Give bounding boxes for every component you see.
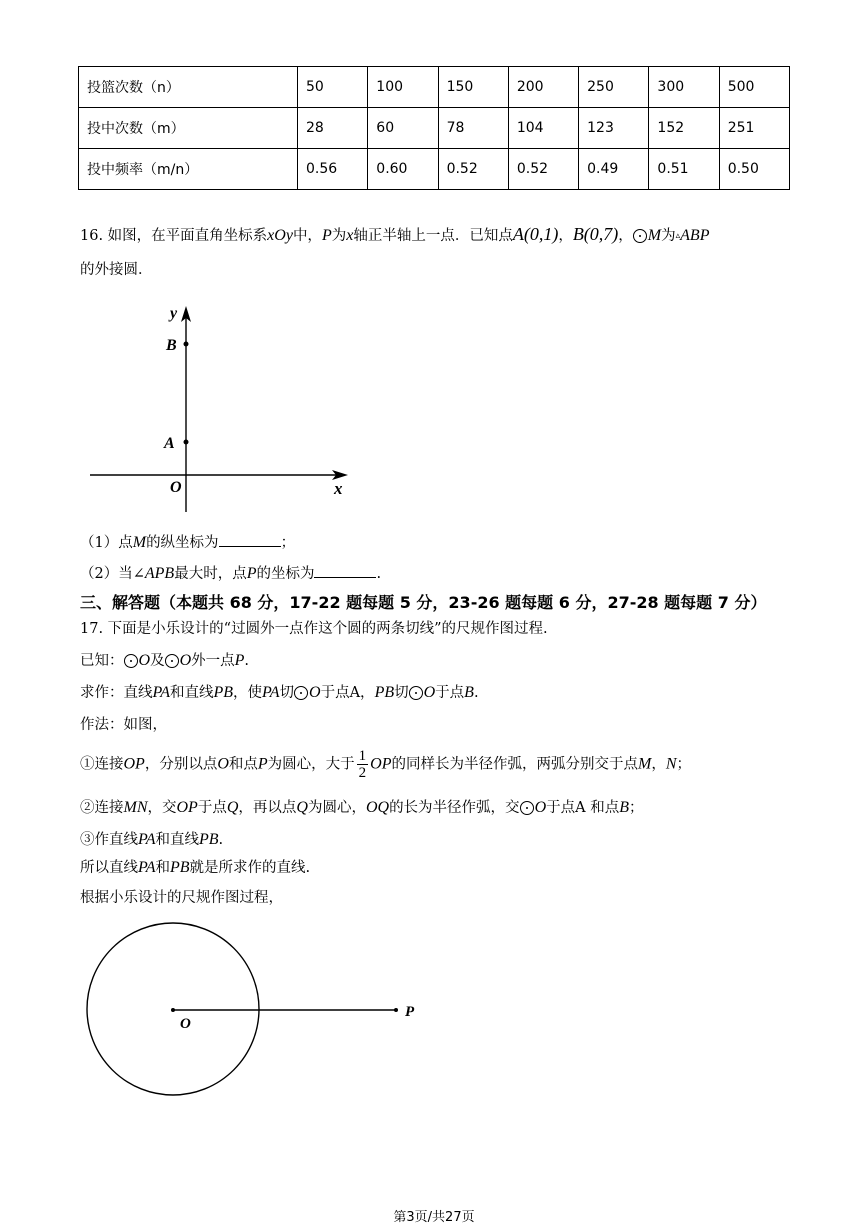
- point-o: [171, 1008, 175, 1012]
- triangle-symbol-icon: ▵: [675, 231, 681, 241]
- table-cell: 0.51: [649, 149, 719, 190]
- table-cell: 150: [438, 67, 508, 108]
- label-origin: O: [170, 479, 182, 496]
- table-cell: 0.60: [368, 149, 438, 190]
- q17-conclusion: 所以直线PA和PB就是所求作的直线.: [80, 859, 311, 876]
- table-cell: 250: [579, 67, 649, 108]
- q17-basis: 根据小乐设计的尺规作图过程，: [80, 890, 283, 906]
- point-b: [184, 342, 189, 347]
- table-cell: 28: [298, 108, 368, 149]
- circle-symbol-icon: [409, 686, 423, 700]
- fraction-one-half: $\frac{1}{2}$: [358, 748, 367, 781]
- q17-circle-figure: [80, 916, 440, 1106]
- q16-stem-line1: 16. 如图，在平面直角坐标系xOy中，P为x轴正半轴上一点．已知点A(0,1)，B(0,7)， M为▵ABP: [80, 224, 710, 244]
- table-cell: 152: [649, 108, 719, 149]
- q17-known: 已知： O及 O外一点P.: [80, 652, 250, 669]
- table-cell: 200: [508, 67, 578, 108]
- row-header: 投篮次数（n）: [79, 67, 298, 108]
- table-cell: 0.52: [438, 149, 508, 190]
- table-row: [79, 149, 790, 190]
- circle-symbol-icon: [124, 654, 138, 668]
- table-cell: 500: [719, 67, 789, 108]
- circle-symbol-icon: [165, 654, 179, 668]
- circle-symbol-icon: [520, 801, 534, 815]
- q16-sub1: （1）点M的纵坐标为 ；: [80, 534, 296, 551]
- table-cell: 104: [508, 108, 578, 149]
- circle-symbol-icon: [294, 686, 308, 700]
- row-header: 投中频率（m/n）: [79, 149, 298, 190]
- label-a: A: [164, 435, 175, 452]
- y-axis-label: y: [170, 305, 178, 322]
- x-axis-label: x: [334, 479, 343, 498]
- table-cell: 100: [368, 67, 438, 108]
- circle-symbol-icon: [633, 229, 647, 243]
- answer-blank-1[interactable]: [219, 532, 281, 547]
- table-cell: 300: [649, 67, 719, 108]
- point-p: [394, 1008, 398, 1012]
- q17-intro: 17. 下面是小乐设计的“过圆外一点作这个圆的两条切线”的尺规作图过程.: [80, 621, 548, 637]
- table-cell: 78: [438, 108, 508, 149]
- table-cell: 0.52: [508, 149, 578, 190]
- label-p: P: [405, 1004, 415, 1020]
- q17-required: 求作：直线PA和直线PB，使PA切 O于点A，PB切 O于点B.: [80, 684, 479, 701]
- q17-step2: ②连接MN，交OP于点Q，再以点Q为圆心，OQ的长为半径作弧，交 O于点A 和点B；: [80, 799, 644, 816]
- q17-method: 作法：如图，: [80, 717, 167, 733]
- table-cell: 50: [298, 67, 368, 108]
- table-row: [79, 67, 790, 108]
- q17-step3: ③作直线PA和直线PB.: [80, 831, 224, 848]
- row-header: 投中次数（m）: [79, 108, 298, 149]
- q16-coordinate-figure: [80, 296, 370, 518]
- table-cell: 123: [579, 108, 649, 149]
- section-three-heading: 三、解答题（本题共 68 分，17-22 题每题 5 分，23-26 题每题 6 分，27-28 题每题 7 分）: [80, 593, 767, 612]
- q16-sub2: （2）当∠APB最大时，点P的坐标为 .: [80, 565, 382, 582]
- point-a: [184, 440, 189, 445]
- page-number-footer: 第3页/共27页: [393, 1210, 475, 1225]
- table-cell: 0.56: [298, 149, 368, 190]
- table-cell: 251: [719, 108, 789, 149]
- answer-blank-2[interactable]: [314, 563, 376, 578]
- q17-step1: ①连接OP，分别以点O和点P为圆心，大于 $\frac{1}{2}$ OP的同样长为半径作弧，两弧分别交于点M，N；: [80, 748, 691, 781]
- table-cell: 60: [368, 108, 438, 149]
- shooting-stats-table: [78, 66, 790, 190]
- q16-stem-line2: 的外接圆．: [80, 262, 153, 278]
- label-b: B: [166, 337, 177, 354]
- table-cell: 0.50: [719, 149, 789, 190]
- table-cell: 0.49: [579, 149, 649, 190]
- label-o: O: [180, 1016, 191, 1032]
- table-row: [79, 108, 790, 149]
